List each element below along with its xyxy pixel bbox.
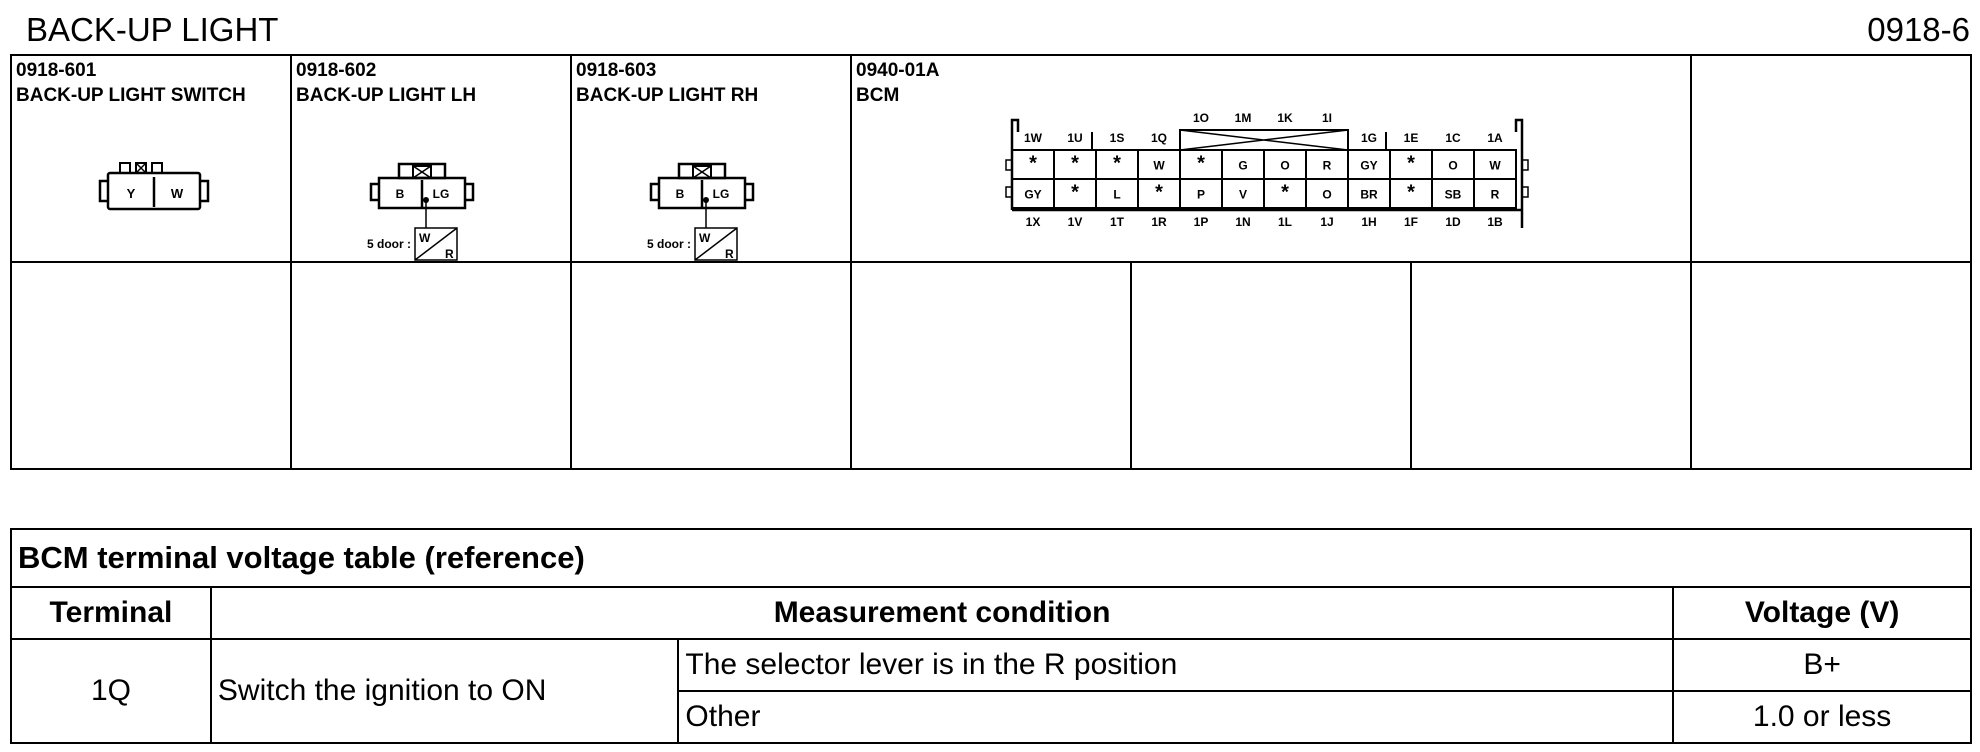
terminal-cell: 1Q bbox=[11, 639, 211, 743]
connector-id: 0918-601 bbox=[16, 60, 97, 81]
bcm-pin-wire: W bbox=[1489, 158, 1501, 173]
empty-cell bbox=[570, 261, 852, 470]
connector-name: BACK-UP LIGHT RH bbox=[576, 85, 759, 106]
empty-cell bbox=[1130, 261, 1412, 470]
bcm-pin-wire: G bbox=[1238, 158, 1248, 173]
bcm-pin-wire: R bbox=[1490, 187, 1500, 202]
bcm-key-cross bbox=[1180, 130, 1348, 150]
bcm-pin-wire: GY bbox=[1360, 158, 1378, 173]
header-voltage: Voltage (V) bbox=[1673, 587, 1971, 639]
lh-connector-diagram bbox=[347, 136, 547, 261]
bcm-pin-wire: L bbox=[1113, 187, 1121, 202]
bcm-pin-label: 1K bbox=[1277, 111, 1293, 125]
bcm-pin-wire: P bbox=[1196, 187, 1206, 202]
bcm-pin-label: 1X bbox=[1025, 215, 1041, 229]
bcm-pin-wire: * bbox=[1407, 152, 1415, 175]
bcm-pin-label: 1P bbox=[1193, 215, 1209, 229]
bcm-pin-wire: * bbox=[1071, 152, 1079, 175]
bcm-pin-wire: * bbox=[1029, 152, 1037, 175]
bcm-pin-wire: O bbox=[1280, 158, 1290, 173]
bcm-pin-wire: O bbox=[1322, 187, 1332, 202]
bcm-pin-label: 1I bbox=[1321, 111, 1333, 125]
pin-w: W bbox=[170, 186, 184, 201]
bcm-pin-label: 1B bbox=[1487, 215, 1503, 229]
empty-cell bbox=[1410, 261, 1692, 470]
bcm-pin-wire: * bbox=[1407, 181, 1415, 204]
voltage-cell: B+ bbox=[1673, 639, 1971, 691]
bcm-pin-label: 1M bbox=[1234, 111, 1252, 125]
bcm-pin-wire: R bbox=[1322, 158, 1332, 173]
five-door-note: 5 door : bbox=[647, 237, 691, 251]
wire-color-top: W bbox=[419, 231, 431, 245]
sub-condition-cell: The selector lever is in the R position bbox=[678, 639, 1673, 691]
pin-lg: LG bbox=[712, 187, 730, 201]
bcm-pin-label: 1G bbox=[1360, 131, 1378, 145]
bcm-pin-label: 1F bbox=[1403, 215, 1419, 229]
bcm-pin-label: 1R bbox=[1151, 215, 1167, 229]
switch-connector-diagram bbox=[94, 161, 214, 221]
connector-name: BACK-UP LIGHT SWITCH bbox=[16, 85, 246, 106]
bcm-pin-label: 1D bbox=[1445, 215, 1461, 229]
five-door-note: 5 door : bbox=[367, 237, 411, 251]
bcm-pin-wire: * bbox=[1197, 152, 1205, 175]
bcm-pin-label: 1T bbox=[1109, 215, 1125, 229]
pin-b: B bbox=[675, 187, 685, 201]
header-condition: Measurement condition bbox=[211, 587, 1673, 639]
bcm-pin-label: 1Q bbox=[1150, 131, 1168, 145]
bcm-pin-wire: BR bbox=[1360, 187, 1378, 202]
connector-id: 0940-01A bbox=[856, 60, 940, 81]
header-terminal: Terminal bbox=[11, 587, 211, 639]
pin-y: Y bbox=[126, 186, 136, 201]
wire-color-top: W bbox=[699, 231, 711, 245]
connector-id: 0918-603 bbox=[576, 60, 657, 81]
connector-cell-empty bbox=[1690, 54, 1972, 263]
bcm-pin-label: 1W bbox=[1024, 131, 1042, 145]
pin-lg: LG bbox=[432, 187, 450, 201]
pin-b: B bbox=[395, 187, 405, 201]
bcm-pin-wire: GY bbox=[1024, 187, 1042, 202]
bcm-pin-wire: SB bbox=[1444, 187, 1462, 202]
wire-color-bottom: R bbox=[445, 247, 454, 261]
connector-name: BCM bbox=[856, 85, 900, 106]
bcm-pin-wire: W bbox=[1153, 158, 1165, 173]
empty-cell bbox=[290, 261, 572, 470]
voltage-cell: 1.0 or less bbox=[1673, 691, 1971, 743]
connector-cell-switch bbox=[10, 54, 292, 263]
empty-cell bbox=[850, 261, 1132, 470]
connector-cell-rh bbox=[570, 54, 852, 263]
condition-cell: Switch the ignition to ON bbox=[211, 639, 679, 743]
connector-name: BACK-UP LIGHT LH bbox=[296, 85, 477, 106]
sub-condition-cell: Other bbox=[678, 691, 1673, 743]
empty-cell bbox=[10, 261, 292, 470]
bcm-pin-wire: O bbox=[1448, 158, 1458, 173]
empty-cell bbox=[1690, 261, 1972, 470]
bcm-voltage-table bbox=[10, 528, 1972, 744]
connector-cell-bcm bbox=[850, 54, 1692, 263]
page-number: 0918-6 bbox=[1867, 11, 1970, 48]
bcm-pin-label: 1A bbox=[1487, 131, 1503, 145]
bcm-pin-label: 1L bbox=[1277, 215, 1293, 229]
bcm-pin-label: 1C bbox=[1445, 131, 1461, 145]
connector-id: 0918-602 bbox=[296, 60, 377, 81]
wire-color-bottom: R bbox=[725, 247, 734, 261]
bcm-pin-label: 1J bbox=[1320, 215, 1334, 229]
bcm-pin-label: 1O bbox=[1192, 111, 1210, 125]
bcm-pin-wire: V bbox=[1238, 187, 1248, 202]
bcm-pin-label: 1S bbox=[1109, 131, 1125, 145]
rh-connector-diagram bbox=[627, 136, 827, 261]
bcm-pin-wire: * bbox=[1071, 181, 1079, 204]
table-caption: BCM terminal voltage table (reference) bbox=[11, 529, 1971, 587]
bcm-connector-diagram bbox=[992, 94, 1552, 244]
bcm-pin-label: 1V bbox=[1067, 215, 1083, 229]
bcm-pin-label: 1U bbox=[1067, 131, 1083, 145]
bcm-pin-label: 1H bbox=[1361, 215, 1377, 229]
bcm-pin-wire: * bbox=[1155, 181, 1163, 204]
table-row bbox=[11, 639, 1971, 691]
bcm-pin-wire: * bbox=[1113, 152, 1121, 175]
bcm-pin-label: 1N bbox=[1235, 215, 1251, 229]
bcm-pin-wire: * bbox=[1281, 181, 1289, 204]
page-title: BACK-UP LIGHT bbox=[26, 11, 279, 48]
bcm-pin-label: 1E bbox=[1403, 131, 1419, 145]
connector-cell-lh bbox=[290, 54, 572, 263]
